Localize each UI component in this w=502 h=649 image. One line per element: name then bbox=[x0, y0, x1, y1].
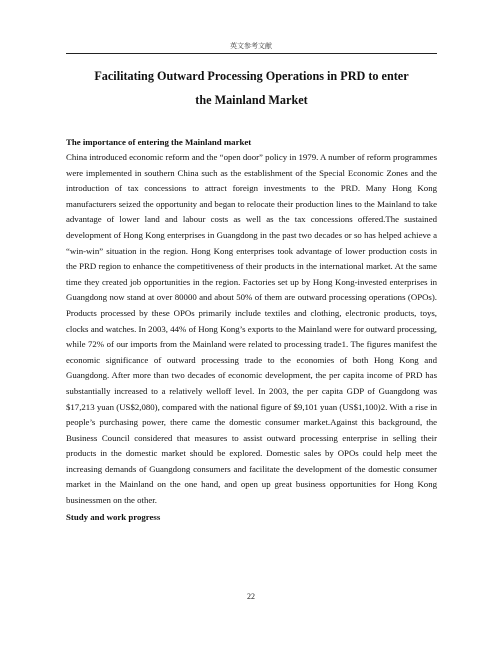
page-number: 22 bbox=[247, 592, 255, 601]
section-heading-importance: The importance of entering the Mainland market bbox=[66, 137, 252, 147]
document-body bbox=[66, 135, 437, 525]
header-divider bbox=[66, 53, 437, 54]
document-title bbox=[66, 64, 437, 112]
section-heading-study-progress: Study and work progress bbox=[66, 511, 161, 522]
body-paragraph: China introduced economic reform and the “open door” policy in 1979. A number of reform programmes were implemented in southern China such as the establishment of the Special Economic Zones and the introduction of tax concessions to attract foreign investments to the PRD. Many Hong Kong manufacturers seized the opportunity and began to relocate their production lines to the Mainland to take advantage of lower land and labour costs as well as the tax concessions offered.The sustained development of Hong Kong enterprises in Guangdong in the past two decades or so has helped achieve a “win-win” situation in the region. Hong Kong enterprises took advantage of lower production costs in the PRD region to enhance the competitiveness of their products in the international market. At the same time they created job opportunities in the region. Factories set up by Hong Kong-invested enterprises in Guangdong now stand at over 80000 and about 50% of them are outward processing operations (OPOs). Products processed by these OPOs primarily include textiles and clothing, electronic products, toys, clocks and watches. In 2003, 44% of Hong Kong’s exports to the Mainland were for outward processing, while 72% of our imports from the Mainland were related to processing trade1. The figures manifest the economic significance of outward processing trade to the economies of both Hong Kong and Guangdong. After more than two decades of economic development, the per capita income of PRD has substantially increased to a relatively welloff level. In 2003, the per capita GDP of Guangdong was $17,213 yuan (US$2,080), compared with the national figure of $9,101 yuan (US$1,100)2. With a rise in people’s purchasing power, there came the domestic consumer market.Against this background, the Business Council considered that measures to assist outward processing enterprise in selling their products in the domestic market should be explored. Domestic sales by OPOs could help meet the increasing demands of Guangdong consumers and facilitate the development of the domestic consumer market in the Mainland on the one hand, and open up great business opportunities for Hong Kong businessmen on the other. bbox=[66, 152, 437, 506]
title-line-1: Facilitating Outward Processing Operations in PRD to enter bbox=[94, 69, 409, 83]
running-header: 英文参考文献 bbox=[230, 42, 272, 50]
title-line-2: the Mainland Market bbox=[195, 93, 308, 107]
